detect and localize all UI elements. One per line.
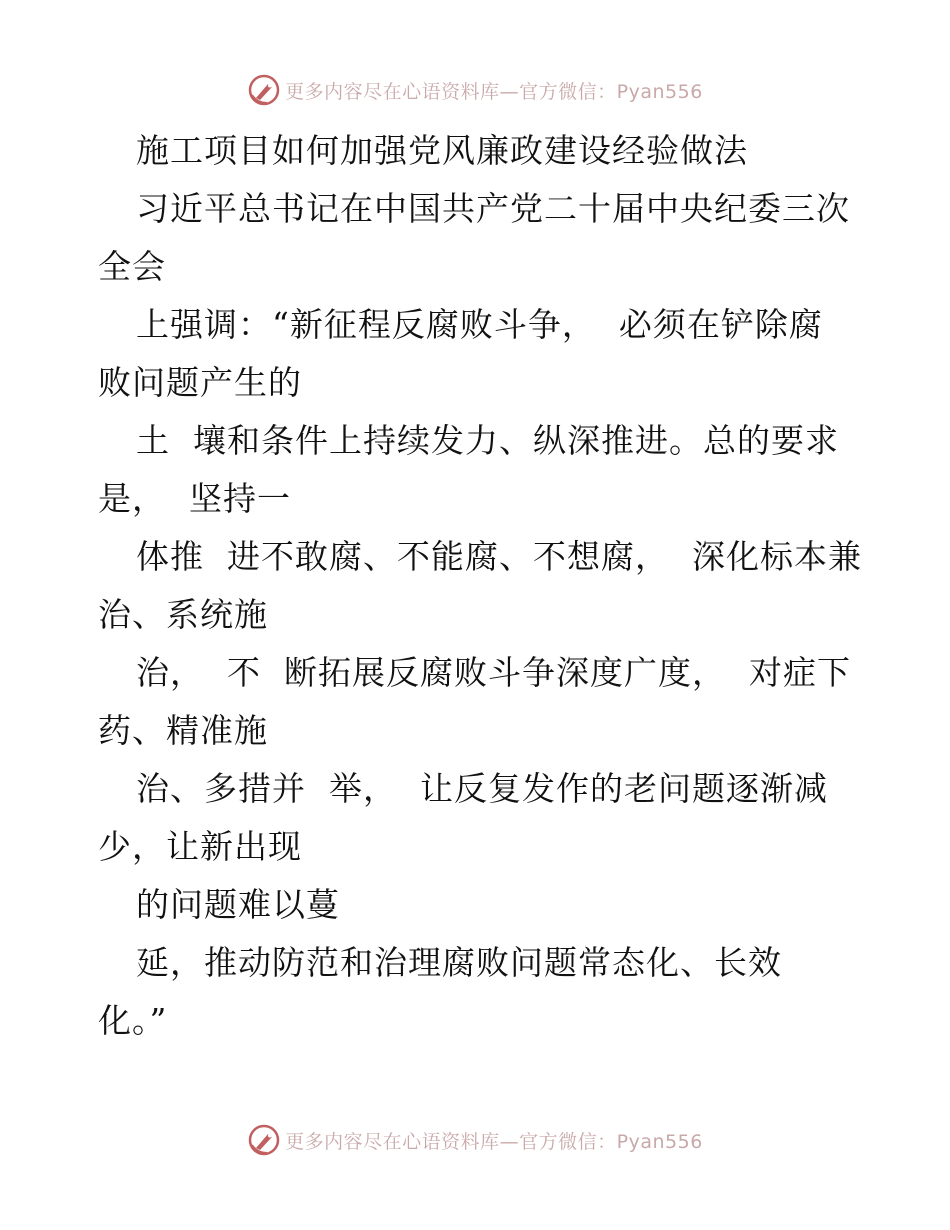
paragraph-line: 是， 坚持一 bbox=[98, 479, 291, 518]
paragraph-line: 体推 进不敢腐、不能腐、不想腐， 深化标本兼 bbox=[136, 537, 862, 576]
paragraph-line: 全会 bbox=[98, 247, 166, 286]
paragraph-line: 少，让新出现 bbox=[98, 827, 302, 866]
footer-banner bbox=[0, 1120, 950, 1160]
header-banner bbox=[0, 70, 950, 110]
paragraph-line: 化。” bbox=[98, 1001, 168, 1040]
document-body bbox=[98, 122, 862, 1050]
paragraph-line: 药、精准施 bbox=[98, 711, 268, 750]
paragraph-line: 治、多措并 举， 让反复发作的老问题逐渐减 bbox=[136, 769, 828, 808]
paragraph-line: 治、系统施 bbox=[98, 595, 268, 634]
fountain-pen-logo-icon bbox=[247, 73, 281, 107]
paragraph-line: 土 壤和条件上持续发力、纵深推进。总的要求 bbox=[136, 421, 839, 460]
header-banner-text: 更多内容尽在心语资料库—官方微信：Pyan556 bbox=[285, 80, 703, 103]
paragraph-line: 延，推动防范和治理腐败问题常态化、长效 bbox=[136, 943, 782, 982]
document-title: 施工项目如何加强党风廉政建设经验做法 bbox=[136, 131, 748, 170]
fountain-pen-logo-icon bbox=[247, 1123, 281, 1157]
paragraph-line: 治， 不 断拓展反腐败斗争深度广度， 对症下 bbox=[136, 653, 851, 692]
paragraph-line: 败问题产生的 bbox=[98, 363, 302, 402]
paragraph-line: 上强调：“新征程反腐败斗争， 必须在铲除腐 bbox=[136, 305, 823, 344]
paragraph-line: 习近平总书记在中国共产党二十届中央纪委三次 bbox=[136, 189, 850, 228]
paragraph-line: 的问题难以蔓 bbox=[136, 885, 340, 924]
footer-banner-text: 更多内容尽在心语资料库—官方微信：Pyan556 bbox=[285, 1130, 703, 1153]
